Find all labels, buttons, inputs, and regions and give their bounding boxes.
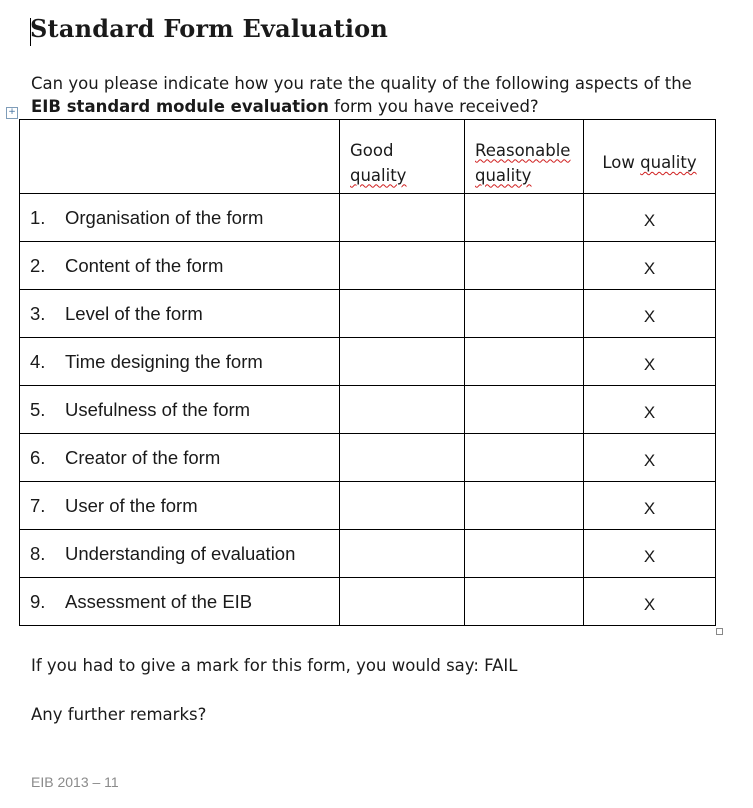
- table-resize-handle[interactable]: [716, 628, 723, 635]
- table-move-handle-icon[interactable]: +: [6, 107, 18, 119]
- header-reasonable-line1: Reasonable: [475, 140, 571, 160]
- header-good-line2: quality: [350, 165, 407, 185]
- intro-text-end: form you have received?: [328, 97, 539, 116]
- reasonable-quality-cell[interactable]: [465, 242, 584, 290]
- low-mark: X: [643, 546, 656, 566]
- table-row: [20, 338, 716, 386]
- evaluation-table: [19, 119, 716, 626]
- item-cell: [20, 194, 340, 242]
- good-quality-cell[interactable]: [340, 290, 465, 338]
- low-quality-cell[interactable]: [584, 530, 716, 578]
- table-row: [20, 242, 716, 290]
- item-label: Usefulness of the form: [65, 398, 251, 420]
- intro-text-start: Can you please indicate how you rate the quality of the following aspects of the: [31, 74, 692, 93]
- low-quality-cell[interactable]: [584, 434, 716, 482]
- item-cell: [20, 290, 340, 338]
- item-label: User of the form: [65, 494, 198, 516]
- item-cell: [20, 434, 340, 482]
- reasonable-quality-cell[interactable]: [465, 290, 584, 338]
- table-row: [20, 290, 716, 338]
- good-quality-cell[interactable]: [340, 482, 465, 530]
- header-reasonable-quality: [465, 120, 584, 194]
- low-quality-cell[interactable]: [584, 386, 716, 434]
- good-quality-cell[interactable]: [340, 530, 465, 578]
- reasonable-quality-cell[interactable]: [465, 530, 584, 578]
- low-quality-cell[interactable]: [584, 578, 716, 626]
- low-mark: X: [643, 306, 656, 326]
- table-row: [20, 578, 716, 626]
- good-quality-cell[interactable]: [340, 194, 465, 242]
- header-good-line1: Good: [350, 140, 394, 160]
- item-number: 3.: [30, 302, 46, 324]
- table-header-row: [20, 120, 716, 194]
- reasonable-quality-cell[interactable]: [465, 194, 584, 242]
- item-label: Organisation of the form: [65, 206, 264, 228]
- header-empty-cell: [20, 120, 340, 194]
- table-row: [20, 434, 716, 482]
- low-quality-cell[interactable]: [584, 482, 716, 530]
- low-mark: X: [643, 450, 656, 470]
- item-cell: [20, 482, 340, 530]
- item-label: Creator of the form: [65, 446, 221, 468]
- reasonable-quality-cell[interactable]: [465, 434, 584, 482]
- table-row: [20, 194, 716, 242]
- header-reasonable-line2: quality: [475, 165, 532, 185]
- reasonable-quality-cell[interactable]: [465, 482, 584, 530]
- item-label: Level of the form: [65, 302, 203, 324]
- item-cell: [20, 386, 340, 434]
- item-number: 8.: [30, 542, 46, 564]
- low-mark: X: [643, 402, 656, 422]
- item-number: 7.: [30, 494, 46, 516]
- reasonable-quality-cell[interactable]: [465, 578, 584, 626]
- table-row: [20, 530, 716, 578]
- mark-statement: If you had to give a mark for this form, you would say: FAIL: [31, 656, 518, 675]
- item-number: 2.: [30, 254, 46, 276]
- item-number: 5.: [30, 398, 46, 420]
- item-cell: [20, 338, 340, 386]
- reasonable-quality-cell[interactable]: [465, 386, 584, 434]
- low-mark: X: [643, 354, 656, 374]
- item-label: Understanding of evaluation: [65, 542, 296, 564]
- low-quality-cell[interactable]: [584, 338, 716, 386]
- item-label: Content of the form: [65, 254, 224, 276]
- item-cell: [20, 578, 340, 626]
- item-label: Time designing the form: [65, 350, 263, 372]
- good-quality-cell[interactable]: [340, 578, 465, 626]
- page-footer: EIB 2013 – 11: [31, 774, 119, 790]
- table-row: [20, 386, 716, 434]
- header-low-line2: quality: [640, 153, 697, 172]
- item-label: Assessment of the EIB: [65, 590, 253, 612]
- item-number: 4.: [30, 350, 46, 372]
- intro-paragraph: [31, 72, 731, 118]
- low-mark: X: [643, 498, 656, 518]
- good-quality-cell[interactable]: [340, 386, 465, 434]
- item-number: 1.: [30, 206, 46, 228]
- document-title: Standard Form Evaluation: [30, 14, 389, 43]
- item-number: 6.: [30, 446, 46, 468]
- table-row: [20, 482, 716, 530]
- good-quality-cell[interactable]: [340, 242, 465, 290]
- low-mark: X: [643, 594, 656, 614]
- reasonable-quality-cell[interactable]: [465, 338, 584, 386]
- good-quality-cell[interactable]: [340, 338, 465, 386]
- low-quality-cell[interactable]: [584, 242, 716, 290]
- header-good-quality: [340, 120, 465, 194]
- header-low-quality: [584, 120, 716, 194]
- intro-bold-text: EIB standard module evaluation: [31, 97, 329, 116]
- header-low-line1: Low: [602, 153, 641, 172]
- good-quality-cell[interactable]: [340, 434, 465, 482]
- remarks-label: Any further remarks?: [31, 705, 207, 724]
- item-cell: [20, 530, 340, 578]
- low-mark: X: [643, 258, 656, 278]
- item-number: 9.: [30, 590, 46, 612]
- low-mark: X: [643, 210, 656, 230]
- low-quality-cell[interactable]: [584, 194, 716, 242]
- item-cell: [20, 242, 340, 290]
- low-quality-cell[interactable]: [584, 290, 716, 338]
